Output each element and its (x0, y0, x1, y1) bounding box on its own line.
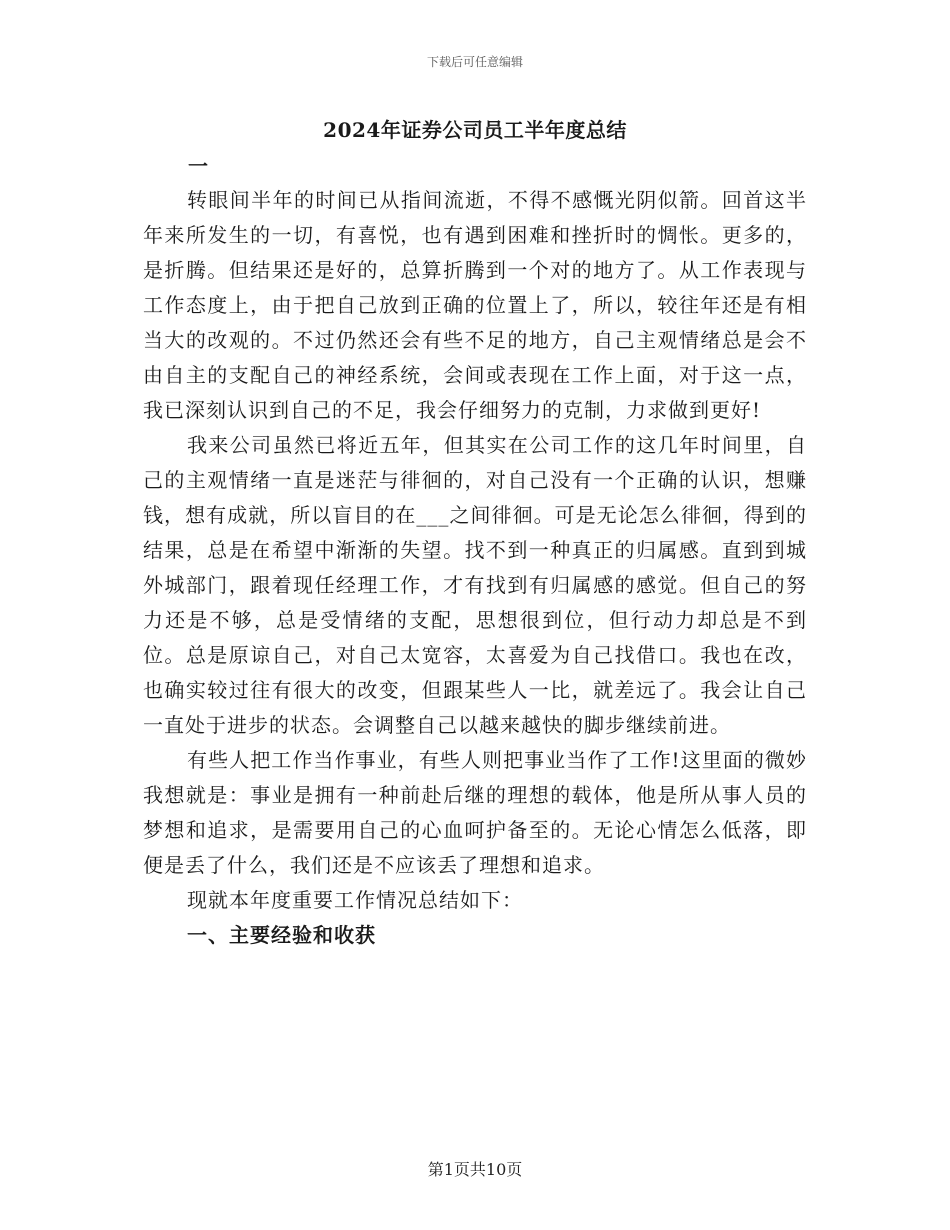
page-header-note: 下载后可任意编辑 (426, 55, 523, 69)
document-title: 2024年证券公司员工半年度总结 (323, 118, 627, 142)
paragraph-4: 现就本年度重要工作情况总结如下： (187, 888, 523, 912)
paragraph-3: 有些人把工作当作事业，有些人则把事业当作了工作!这里面的微妙我想就是：事业是拥有一种前赴后继的理想的载体，他是所从事人员的梦想和追求，是需要用自己的心血呵护备至的。无论心情怎么低落，即便是丢了什么，我们还是不应该丢了理想和追求。 (143, 748, 807, 877)
document-body (143, 183, 807, 953)
paragraph-2: 我来公司虽然已将近五年，但其实在公司工作的这几年时间里，自己的主观情绪一直是迷茫与徘徊的，对自己没有一个正确的认识，想赚钱，想有成就，所以盲目的在___之间徘徊。可是无论怎么徘徊，得到的结果，总是在希望中渐渐的失望。找不到一种真正的归属感。直到到城外城部门，跟着现任经理工作，才有找到有归属感的感觉。但自己的努力还是不够，总是受情绪的支配，思想很到位，但行动力却总是不到位。总是原谅自己，对自己太宽容，太喜爱为自己找借口。我也在改，也确实较过往有很大的改变，但跟某些人一比，就差远了。我会让自己一直处于进步的状态。会调整自己以越来越快的脚步继续前进。 (143, 433, 807, 737)
paragraph-1: 转眼间半年的时间已从指间流逝，不得不感慨光阴似箭。回首这半年来所发生的一切，有喜悦，也有遇到困难和挫折时的惆怅。更多的，是折腾。但结果还是好的，总算折腾到一个对的地方了。从工作表现与工作态度上，由于把自己放到正确的位置上了，所以，较往年还是有相当大的改观的。不过仍然还会有些不足的地方，自己主观情绪总是会不由自主的支配自己的神经系统，会间或表现在工作上面，对于这一点，我已深刻认识到自己的不足，我会仔细努力的克制，力求做到更好! (143, 188, 807, 422)
page-footer-number: 第1页共10页 (427, 1160, 523, 1179)
section-heading-1: 一、主要经验和收获 (187, 923, 376, 947)
section-marker: 一 (188, 154, 208, 178)
